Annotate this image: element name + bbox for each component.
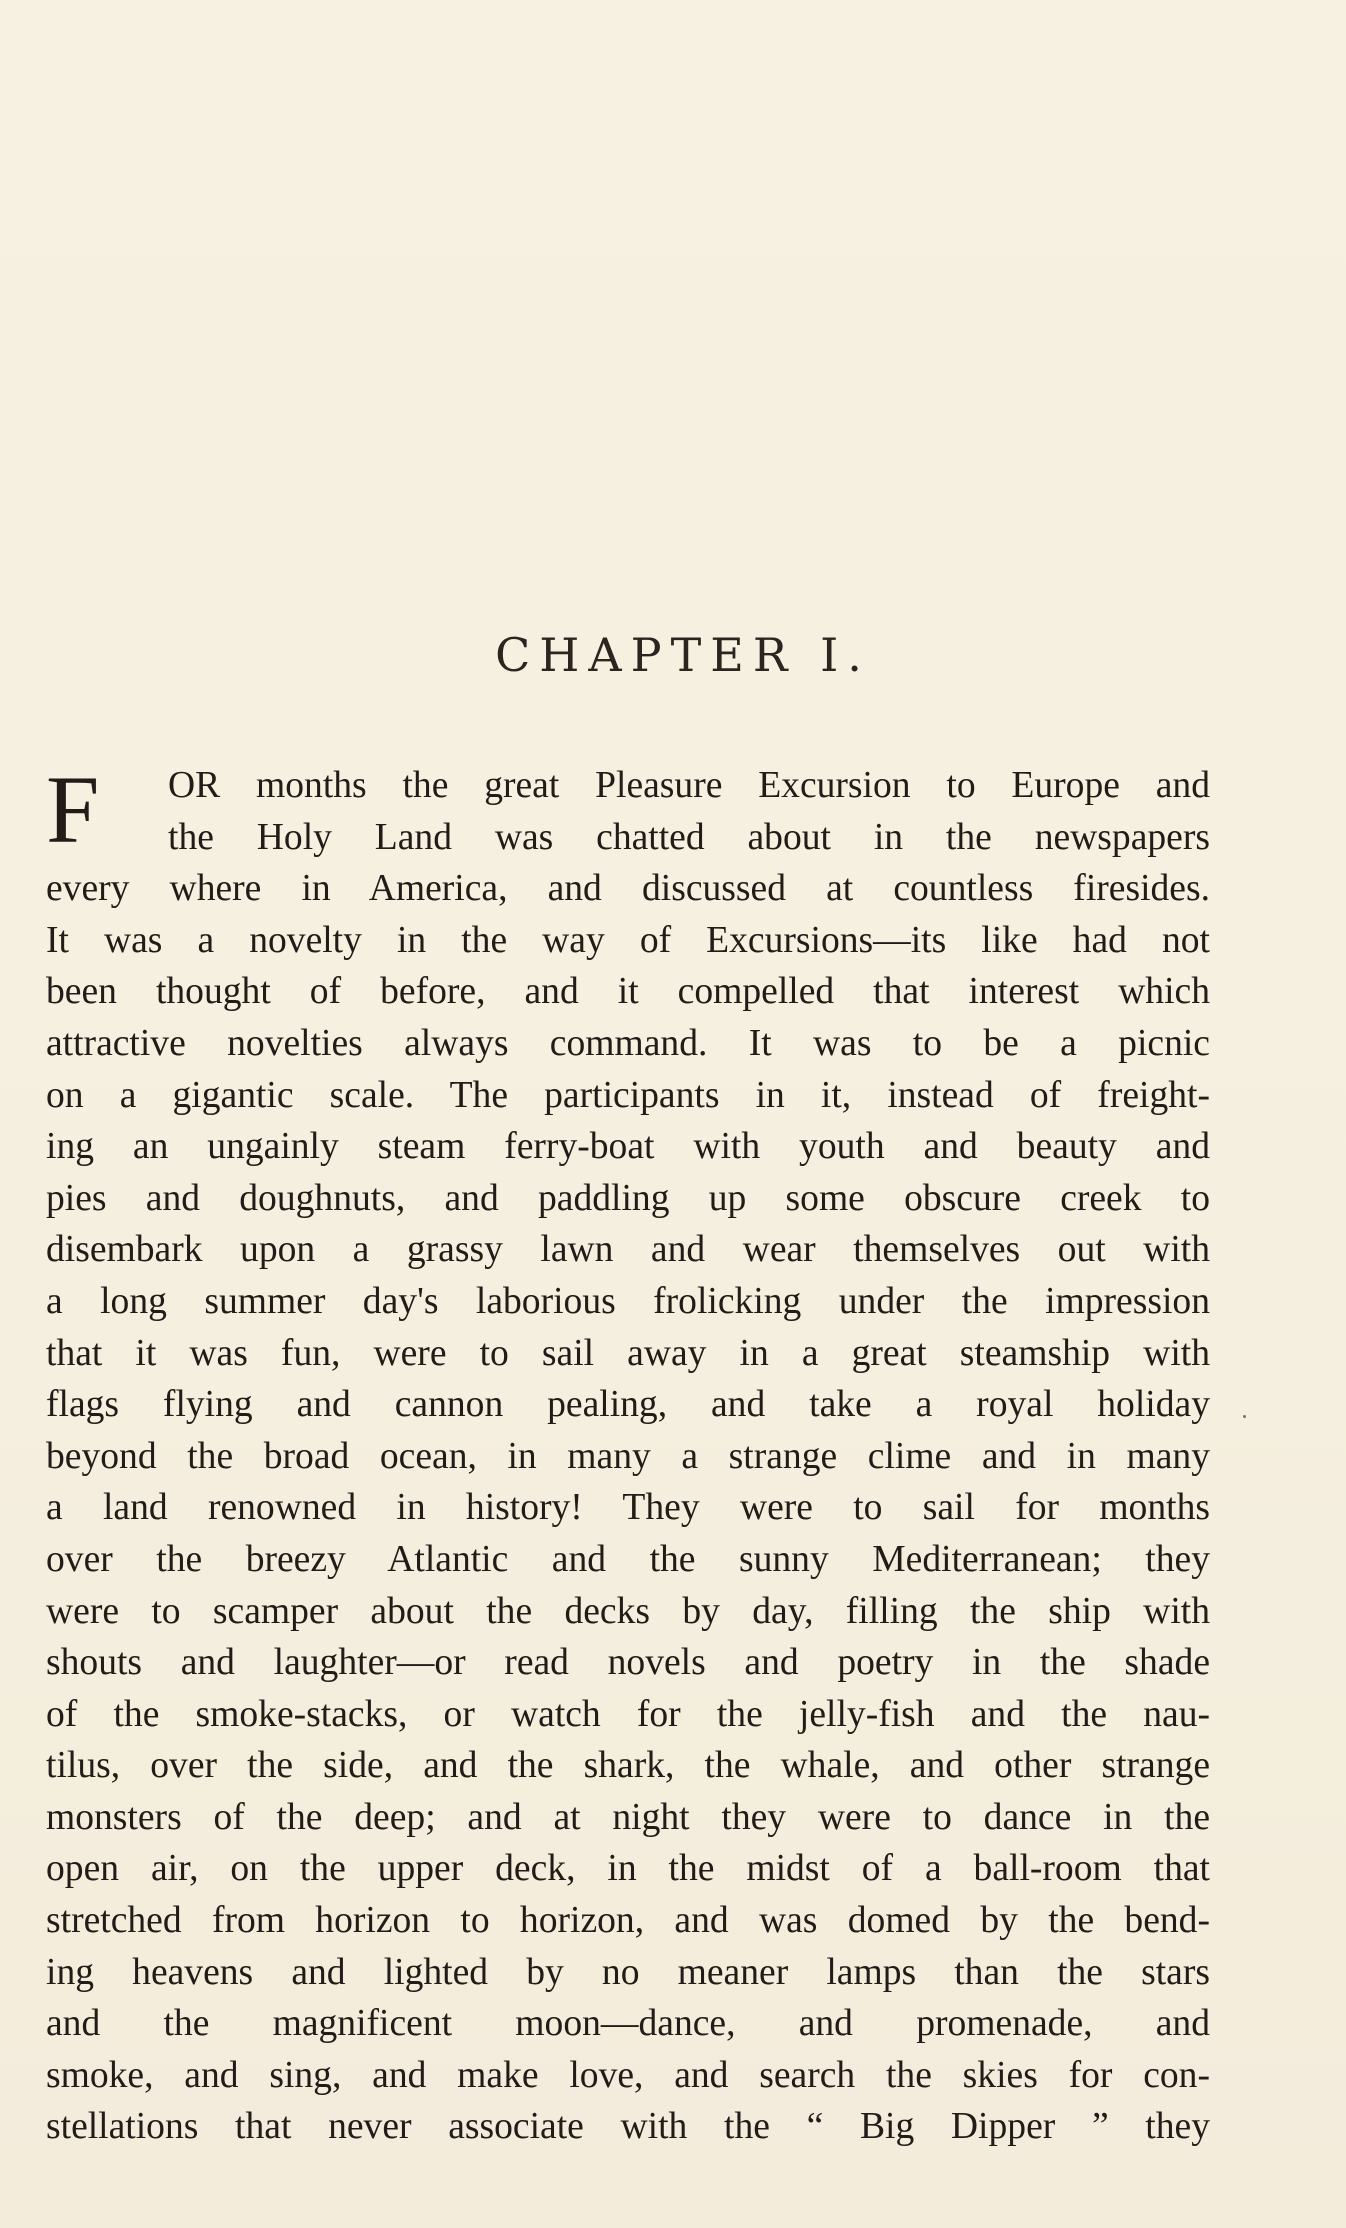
text-line: tilus, over the side, and the shark, the whale, and other strange — [46, 1745, 1210, 1787]
text-line: ing heavens and lighted by no meaner lamps than the stars — [46, 1951, 1210, 1993]
paper-speck — [1243, 1415, 1246, 1418]
text-line: every where in America, and discussed at countless firesides. — [46, 868, 1210, 910]
text-line: a long summer day's laborious frolicking under the impression — [46, 1280, 1210, 1322]
text-line: beyond the broad ocean, in many a strange clime and in many — [46, 1435, 1210, 1477]
text-line: smoke, and sing, and make love, and search the skies for con- — [46, 2054, 1210, 2096]
text-line: on a gigantic scale. The participants in it, instead of freight- — [46, 1074, 1210, 1116]
text-line: the Holy Land was chatted about in the newspapers — [168, 816, 1210, 858]
text-line: over the breezy Atlantic and the sunny Mediterranean; they — [46, 1538, 1210, 1580]
chapter-body — [46, 756, 1210, 2153]
text-line: pies and doughnuts, and paddling up some obscure creek to — [46, 1177, 1210, 1219]
text-line: disembark upon a grassy lawn and wear themselves out with — [46, 1229, 1210, 1271]
text-line: OR months the great Pleasure Excursion to Europe and — [168, 765, 1210, 806]
text-line: that it was fun, were to sail away in a great steamship with — [46, 1332, 1210, 1374]
text-line: were to scamper about the decks by day, filling the ship with — [46, 1590, 1210, 1632]
text-line: open air, on the upper deck, in the midst of a ball-room that — [46, 1848, 1210, 1890]
drop-cap-letter: F — [46, 756, 100, 863]
text-line: and the magnificent moon—dance, and promenade, and — [46, 2003, 1210, 2045]
text-line: a land renowned in history! They were to sail for months — [46, 1487, 1210, 1529]
text-line: ing an ungainly steam ferry-boat with youth and beauty and — [46, 1126, 1210, 1168]
text-line: attractive novelties always command. It was to be a picnic — [46, 1022, 1210, 1064]
text-line: monsters of the deep; and at night they were to dance in the — [46, 1796, 1210, 1838]
text-line: It was a novelty in the way of Excursions—its like had not — [46, 919, 1210, 961]
chapter-heading: CHAPTER I. — [495, 628, 871, 682]
text-line: stellations that never associate with the “ Big Dipper ” they — [46, 2106, 1210, 2148]
text-line: flags flying and cannon pealing, and take a royal holiday — [46, 1384, 1210, 1426]
text-line: of the smoke-stacks, or watch for the jelly-fish and the nau- — [46, 1693, 1210, 1735]
text-line: shouts and laughter—or read novels and poetry in the shade — [46, 1642, 1210, 1684]
text-line: stretched from horizon to horizon, and was domed by the bend- — [46, 1900, 1210, 1942]
text-line: been thought of before, and it compelled that interest which — [46, 971, 1210, 1013]
